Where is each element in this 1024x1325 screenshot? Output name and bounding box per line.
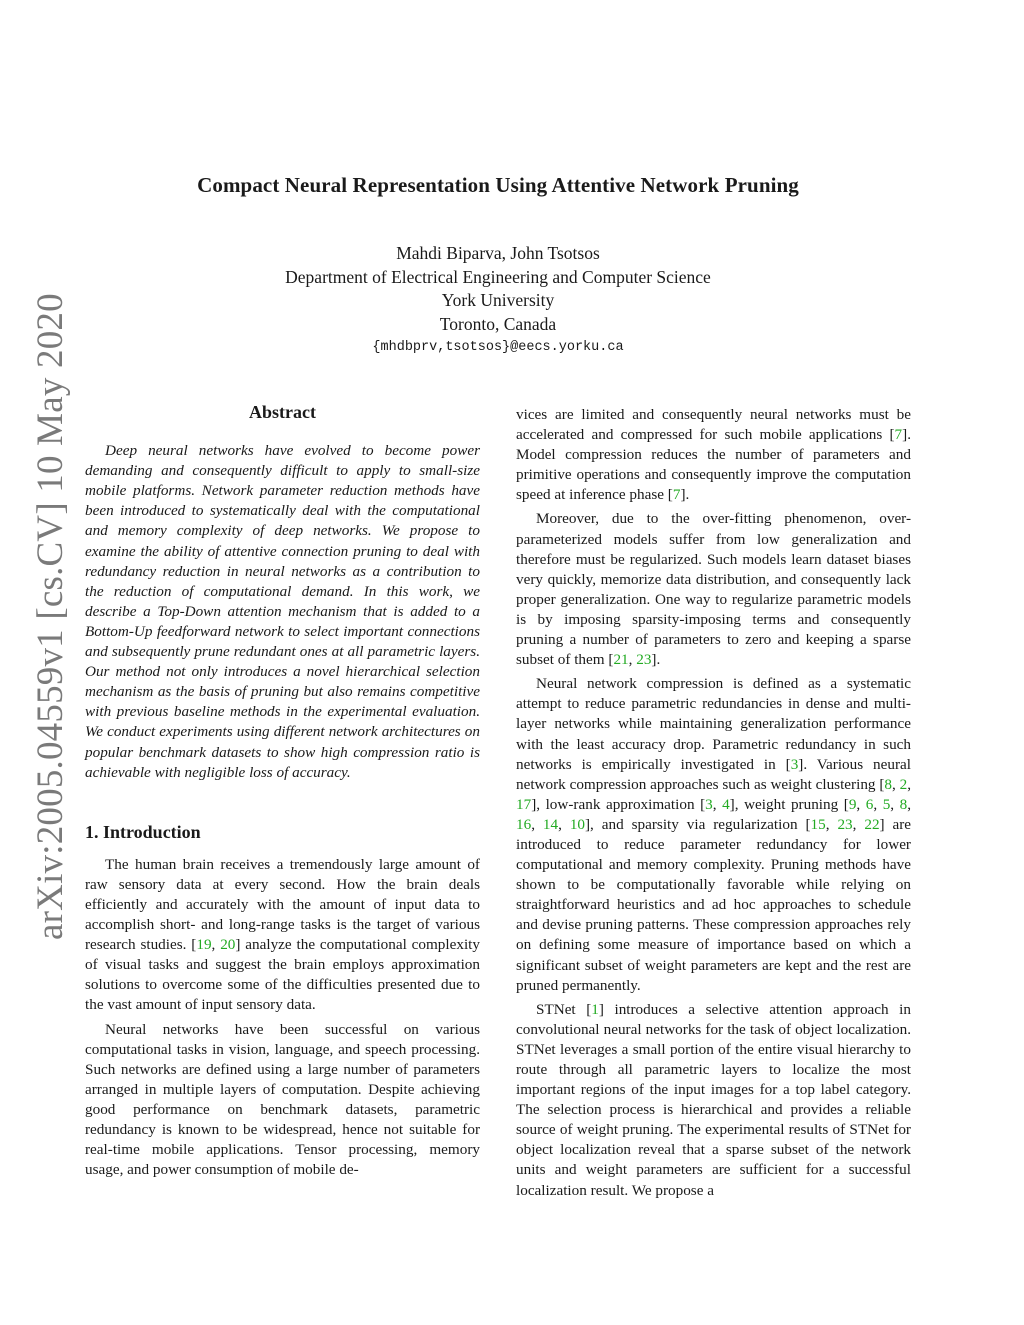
right-paragraph-4: STNet [1] introduces a selective attention approach in convolutional neural networks for the task of object localization. STNet leverages a small portion of the entire visual hierarchy to route through all parametric layers to localize the most important regions of the input images for a top label category. The selection process is hierarchical and provides a reliable source of weight pruning. The experimental results of STNet for object localization reveal that a sparse subset of the network units and weight parameters are sufficient for a successful localization result. We propose a xyxy=(516,1000,911,1199)
right-column xyxy=(516,405,911,1205)
citation-link[interactable]: 4 xyxy=(722,795,730,813)
right-paragraph-2: Moreover, due to the over-fitting phenomenon, over-parameterized models suffer from low generalization and therefore must be regularized. Such models learn dataset biases very quickly, memorize data distribution, and consequently lack proper generalization. One way to regularize parametric models is by imposing sparsity-imposing terms and consequently pruning a number of parameters to zero and keeping a sparse subset of them [21, 23]. xyxy=(516,510,911,669)
citation-link[interactable]: 9 xyxy=(848,795,857,813)
arxiv-identifier: arXiv:2005.04559v1 [cs.CV] 10 May 2020 xyxy=(30,293,71,940)
citation-link[interactable]: 20 xyxy=(220,936,236,954)
citation-link[interactable]: 5 xyxy=(882,795,891,813)
citation-link[interactable]: 7 xyxy=(672,486,681,504)
citation-link[interactable]: 17 xyxy=(516,795,532,813)
citation-link[interactable]: 1 xyxy=(591,1000,599,1018)
citation-link[interactable]: 14 xyxy=(542,815,559,833)
citation-link[interactable]: 21 xyxy=(613,651,629,669)
author-names: Mahdi Biparva, John Tsotsos xyxy=(396,243,600,263)
citation-link[interactable]: 8 xyxy=(899,795,908,813)
introduction-heading: 1. Introduction xyxy=(85,821,201,842)
citation-link[interactable]: 23 xyxy=(837,815,853,833)
author-email: {mhdbprv,tsotsos}@eecs.yorku.ca xyxy=(372,340,624,355)
citation-link[interactable]: 19 xyxy=(196,936,212,954)
abstract-heading: Abstract xyxy=(249,402,316,422)
left-column xyxy=(85,402,480,1184)
citation-link[interactable]: 23 xyxy=(636,651,652,669)
right-paragraph-3: Neural network compression is defined as a systematic attempt to reduce parametric redundancies in dense and multi-layer networks while maintaining generalization performance with the least accuracy drop. Parametric redundancy in such networks is empirically investigated in [3]. Various neural network compression approaches such as weight clustering [8, 2, 17], low-rank approximation [3, 4], weight pruning [9, 6, 5, 8, 16, 14, 10], and sparsity via regularization [15, 23, 22] are introduced to reduce parameter redundancy for lower computational and memory complexity. Pruning methods have shown to be computationally favorable while relying on straightforward heuristics and ad hoc approaches to schedule and devise pruning patterns. These compression approaches rely on defining some measure of importance based on which a significant subset of weight parameters are kept and the rest are pruned permanently. xyxy=(516,675,912,994)
citation-link[interactable]: 22 xyxy=(864,815,880,833)
citation-link[interactable]: 3 xyxy=(705,795,713,813)
right-paragraph-1: vices are limited and consequently neural networks must be accelerated and compressed for such mobile applications [7]. Model compression reduces the number of parameters and primitive operations and consequently improve the computation speed at inference phase [7]. xyxy=(516,406,911,504)
paper-title: Compact Neural Representation Using Attentive Network Pruning xyxy=(197,173,799,197)
intro-paragraph-1: The human brain receives a tremendously large amount of raw sensory data at every second. How the brain deals efficiently and accurately with the amount of input data to accomplish short- and long-range tasks is the target of various research studies. [19, 20] analyze the computational complexity of visual tasks and suggest the brain employs approximation solutions to overcome some of the difficulties presented due to the vast amount of input sensory data. xyxy=(85,855,480,1014)
citation-link[interactable]: 3 xyxy=(790,755,799,773)
affiliation-department: Department of Electrical Engineering and Computer Science xyxy=(285,266,711,287)
citation-link[interactable]: 8 xyxy=(884,775,892,793)
affiliation-university: York University xyxy=(441,290,555,310)
author-block xyxy=(0,242,996,360)
citation-link[interactable]: 2 xyxy=(899,775,908,793)
citation-link[interactable]: 15 xyxy=(810,815,826,833)
citation-link[interactable]: 7 xyxy=(894,426,903,444)
abstract-text: Deep neural networks have evolved to become power demanding and consequently difficult to apply to small-size mobile platforms. Network parameter reduction methods have been introduced to systematically deal with the computational and memory complexity of deep networks. We propose to examine the ability of attentive connection pruning to deal with redundancy reduction in neural networks as a contribution to the reduction of computational demand. In this work, we describe a Top-Down attention mechanism that is added to a Bottom-Up feedforward network to select important connections and subsequently prune redundant ones at all parametric layers. Our method not only introduces a novel hierarchical selection mechanism as the basis of pruning but also remains competitive with previous baseline methods in the experimental evaluation. We conduct experiments using different network architectures on popular benchmark datasets to show high compression ratio is achievable with negligible loss of accuracy. xyxy=(85,442,480,781)
citation-link[interactable]: 16 xyxy=(516,815,532,833)
affiliation-city: Toronto, Canada xyxy=(439,313,557,334)
citation-link[interactable]: 6 xyxy=(865,795,874,813)
intro-paragraph-2: Neural networks have been successful on various computational tasks in vision, language, and speech processing. Such networks are defined using a large number of parameters arranged in multiple layers of computation. Despite achieving good performance on benchmark datasets, parametric redundancy is known to be widespread, hence not suitable for real-time mobile applications. Tensor processing, memory usage, and power consumption of mobile de- xyxy=(85,1020,480,1179)
citation-link[interactable]: 10 xyxy=(569,815,585,833)
